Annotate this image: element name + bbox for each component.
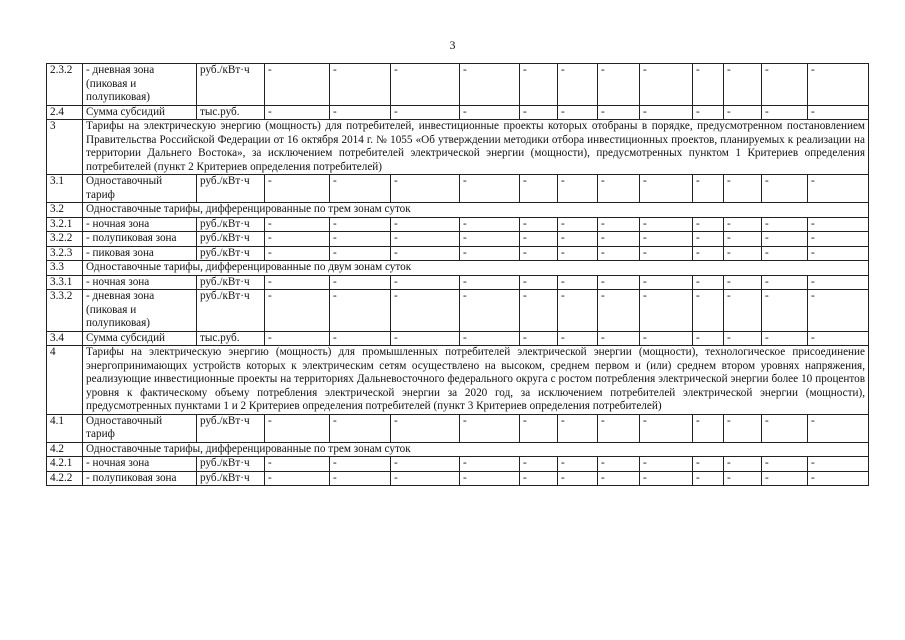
- value-cell: -: [724, 471, 762, 486]
- unit-cell: руб./кВт·ч: [197, 246, 265, 261]
- row-number: 2.3.2: [47, 64, 83, 106]
- value-cell: -: [265, 232, 330, 247]
- value-cell: -: [330, 175, 391, 203]
- value-cell: -: [808, 105, 869, 120]
- indicator-name: - пиковая зона: [83, 246, 197, 261]
- indicator-name: Одноставочный тариф: [83, 175, 197, 203]
- value-cell: -: [265, 175, 330, 203]
- value-cell: -: [391, 217, 460, 232]
- value-cell: -: [558, 246, 598, 261]
- table-row: [47, 290, 869, 332]
- value-cell: -: [598, 471, 640, 486]
- value-cell: -: [724, 275, 762, 290]
- indicator-name: - дневная зона (пиковая и полупиковая): [83, 64, 197, 106]
- value-cell: -: [808, 64, 869, 106]
- value-cell: -: [598, 232, 640, 247]
- value-cell: -: [391, 275, 460, 290]
- value-cell: -: [762, 471, 808, 486]
- value-cell: -: [693, 414, 724, 442]
- value-cell: -: [693, 471, 724, 486]
- value-cell: -: [330, 331, 391, 346]
- table-row: [47, 275, 869, 290]
- value-cell: -: [460, 471, 520, 486]
- row-number: 3.4: [47, 331, 83, 346]
- section-header-row: [47, 261, 869, 276]
- value-cell: -: [460, 64, 520, 106]
- value-cell: -: [460, 105, 520, 120]
- value-cell: -: [640, 64, 693, 106]
- value-cell: -: [460, 414, 520, 442]
- page-number: 3: [449, 38, 456, 52]
- value-cell: -: [520, 290, 558, 332]
- indicator-name: - дневная зона (пиковая и полупиковая): [83, 290, 197, 332]
- row-number: 3.2.2: [47, 232, 83, 247]
- value-cell: -: [640, 246, 693, 261]
- section-title: Одноставочные тарифы, дифференцированные по двум зонам суток: [83, 261, 869, 276]
- row-number: 3.3.2: [47, 290, 83, 332]
- value-cell: -: [808, 217, 869, 232]
- value-cell: -: [598, 105, 640, 120]
- value-cell: -: [558, 232, 598, 247]
- row-number: 2.4: [47, 105, 83, 120]
- unit-cell: руб./кВт·ч: [197, 64, 265, 106]
- value-cell: -: [265, 64, 330, 106]
- unit-cell: руб./кВт·ч: [197, 414, 265, 442]
- value-cell: -: [762, 64, 808, 106]
- value-cell: -: [693, 105, 724, 120]
- value-cell: -: [460, 290, 520, 332]
- value-cell: -: [808, 457, 869, 472]
- value-cell: -: [762, 105, 808, 120]
- table-row: [47, 331, 869, 346]
- unit-cell: руб./кВт·ч: [197, 275, 265, 290]
- value-cell: -: [391, 232, 460, 247]
- indicator-name: - ночная зона: [83, 275, 197, 290]
- value-cell: -: [558, 217, 598, 232]
- value-cell: -: [724, 290, 762, 332]
- value-cell: -: [520, 217, 558, 232]
- row-number: 4.2: [47, 442, 83, 457]
- row-number: 3.2.1: [47, 217, 83, 232]
- indicator-name: - полупиковая зона: [83, 471, 197, 486]
- section-title: Одноставочные тарифы, дифференцированные по трем зонам суток: [83, 203, 869, 218]
- value-cell: -: [598, 331, 640, 346]
- value-cell: -: [693, 275, 724, 290]
- value-cell: -: [520, 232, 558, 247]
- value-cell: -: [520, 105, 558, 120]
- row-number: 3.2: [47, 203, 83, 218]
- value-cell: -: [598, 457, 640, 472]
- value-cell: -: [265, 471, 330, 486]
- unit-cell: руб./кВт·ч: [197, 290, 265, 332]
- value-cell: -: [762, 331, 808, 346]
- value-cell: -: [520, 246, 558, 261]
- value-cell: -: [391, 471, 460, 486]
- value-cell: -: [460, 217, 520, 232]
- value-cell: -: [762, 217, 808, 232]
- row-number: 4.2.1: [47, 457, 83, 472]
- value-cell: -: [640, 290, 693, 332]
- unit-cell: руб./кВт·ч: [197, 217, 265, 232]
- value-cell: -: [640, 217, 693, 232]
- row-number: 4.1: [47, 414, 83, 442]
- value-cell: -: [724, 64, 762, 106]
- value-cell: -: [693, 290, 724, 332]
- unit-cell: руб./кВт·ч: [197, 471, 265, 486]
- table-row: [47, 457, 869, 472]
- value-cell: -: [330, 290, 391, 332]
- table-row: [47, 232, 869, 247]
- value-cell: -: [598, 64, 640, 106]
- indicator-name: Сумма субсидий: [83, 331, 197, 346]
- value-cell: -: [640, 331, 693, 346]
- value-cell: -: [520, 275, 558, 290]
- value-cell: -: [558, 290, 598, 332]
- value-cell: -: [460, 331, 520, 346]
- value-cell: -: [391, 290, 460, 332]
- value-cell: -: [330, 275, 391, 290]
- value-cell: -: [808, 471, 869, 486]
- value-cell: -: [520, 457, 558, 472]
- value-cell: -: [265, 290, 330, 332]
- table-row: [47, 105, 869, 120]
- value-cell: -: [558, 175, 598, 203]
- row-number: 3.3.1: [47, 275, 83, 290]
- indicator-name: Сумма субсидий: [83, 105, 197, 120]
- section-title: Тарифы на электрическую энергию (мощность) для потребителей, инвестиционные проекты которых отобраны в порядке, предусмотренном постановлением Правительства Российской Федерации от 16 октября 2014 г. № 1055 «Об утверждении методики отбора инвестиционных проектов, планируемых к реализации на территории Дальнего Востока», за исключением потребителей электрической энергии (мощности), предусмотренных пунктом 1 Критериев определения потребителей (пункт 2 Критериев определения потребителей): [83, 120, 869, 175]
- value-cell: -: [762, 290, 808, 332]
- value-cell: -: [640, 414, 693, 442]
- value-cell: -: [762, 275, 808, 290]
- value-cell: -: [558, 64, 598, 106]
- value-cell: -: [598, 246, 640, 261]
- table-row: [47, 217, 869, 232]
- value-cell: -: [391, 331, 460, 346]
- unit-cell: тыс.руб.: [197, 331, 265, 346]
- value-cell: -: [265, 217, 330, 232]
- value-cell: -: [640, 105, 693, 120]
- value-cell: -: [598, 275, 640, 290]
- value-cell: -: [724, 331, 762, 346]
- value-cell: -: [460, 275, 520, 290]
- value-cell: -: [520, 175, 558, 203]
- value-cell: -: [558, 275, 598, 290]
- value-cell: -: [724, 175, 762, 203]
- value-cell: -: [265, 105, 330, 120]
- value-cell: -: [724, 105, 762, 120]
- value-cell: -: [330, 217, 391, 232]
- value-cell: -: [598, 414, 640, 442]
- value-cell: -: [330, 105, 391, 120]
- value-cell: -: [724, 232, 762, 247]
- value-cell: -: [762, 414, 808, 442]
- value-cell: -: [693, 457, 724, 472]
- table-row: [47, 471, 869, 486]
- value-cell: -: [808, 275, 869, 290]
- value-cell: -: [391, 175, 460, 203]
- value-cell: -: [640, 471, 693, 486]
- value-cell: -: [558, 471, 598, 486]
- value-cell: -: [558, 457, 598, 472]
- value-cell: -: [558, 331, 598, 346]
- value-cell: -: [724, 457, 762, 472]
- value-cell: -: [265, 275, 330, 290]
- section-header-row: [47, 442, 869, 457]
- section-title: Тарифы на электрическую энергию (мощность) для промышленных потребителей электрической энергии (мощности), технологическое присоединение энергопринимающих устройств которых к электрическим сетям осуществлено на высоком, среднем первом и (или) среднем втором уровнях напряжения, реализующие инвестиционные проекты на территориях Дальневосточного федерального округа с ростом потребления электрической энергии более 10 процентов уровня к фактическому объему потребления электрической энергии за 2020 год, за исключением потребителей электрической энергии (мощности), предусмотренных пунктами 1 и 2 Критериев определения потребителей (пункт 3 Критериев определения потребителей): [83, 346, 869, 415]
- value-cell: -: [330, 64, 391, 106]
- section-title: Одноставочные тарифы, дифференцированные по трем зонам суток: [83, 442, 869, 457]
- row-number: 3.1: [47, 175, 83, 203]
- value-cell: -: [693, 217, 724, 232]
- indicator-name: - ночная зона: [83, 217, 197, 232]
- value-cell: -: [391, 64, 460, 106]
- value-cell: -: [598, 290, 640, 332]
- section-header-row: [47, 346, 869, 415]
- row-number: 4: [47, 346, 83, 415]
- value-cell: -: [520, 471, 558, 486]
- value-cell: -: [391, 105, 460, 120]
- value-cell: -: [391, 414, 460, 442]
- table-row: [47, 414, 869, 442]
- value-cell: -: [520, 331, 558, 346]
- value-cell: -: [724, 246, 762, 261]
- value-cell: -: [391, 246, 460, 261]
- value-cell: -: [330, 457, 391, 472]
- value-cell: -: [330, 414, 391, 442]
- value-cell: -: [330, 232, 391, 247]
- value-cell: -: [640, 232, 693, 247]
- value-cell: -: [693, 64, 724, 106]
- value-cell: -: [460, 232, 520, 247]
- value-cell: -: [460, 246, 520, 261]
- value-cell: -: [460, 175, 520, 203]
- unit-cell: тыс.руб.: [197, 105, 265, 120]
- value-cell: -: [330, 246, 391, 261]
- value-cell: -: [265, 331, 330, 346]
- row-number: 3.3: [47, 261, 83, 276]
- table-row: [47, 246, 869, 261]
- value-cell: -: [640, 175, 693, 203]
- section-header-row: [47, 120, 869, 175]
- value-cell: -: [693, 246, 724, 261]
- value-cell: -: [693, 175, 724, 203]
- value-cell: -: [598, 217, 640, 232]
- value-cell: -: [724, 217, 762, 232]
- value-cell: -: [693, 331, 724, 346]
- row-number: 3: [47, 120, 83, 175]
- indicator-name: - ночная зона: [83, 457, 197, 472]
- indicator-name: Одноставочный тариф: [83, 414, 197, 442]
- value-cell: -: [808, 414, 869, 442]
- value-cell: -: [808, 175, 869, 203]
- value-cell: -: [558, 105, 598, 120]
- unit-cell: руб./кВт·ч: [197, 457, 265, 472]
- row-number: 4.2.2: [47, 471, 83, 486]
- value-cell: -: [762, 457, 808, 472]
- table-row: [47, 175, 869, 203]
- value-cell: -: [391, 457, 460, 472]
- value-cell: -: [762, 246, 808, 261]
- value-cell: -: [460, 457, 520, 472]
- value-cell: -: [558, 414, 598, 442]
- value-cell: -: [265, 414, 330, 442]
- value-cell: -: [265, 457, 330, 472]
- value-cell: -: [808, 246, 869, 261]
- value-cell: -: [724, 414, 762, 442]
- tariff-table: [46, 63, 869, 486]
- value-cell: -: [762, 175, 808, 203]
- unit-cell: руб./кВт·ч: [197, 232, 265, 247]
- value-cell: -: [762, 232, 808, 247]
- value-cell: -: [808, 331, 869, 346]
- unit-cell: руб./кВт·ч: [197, 175, 265, 203]
- value-cell: -: [598, 175, 640, 203]
- value-cell: -: [520, 64, 558, 106]
- value-cell: -: [808, 232, 869, 247]
- value-cell: -: [640, 457, 693, 472]
- value-cell: -: [693, 232, 724, 247]
- value-cell: -: [808, 290, 869, 332]
- row-number: 3.2.3: [47, 246, 83, 261]
- indicator-name: - полупиковая зона: [83, 232, 197, 247]
- value-cell: -: [520, 414, 558, 442]
- table-body: [47, 64, 869, 486]
- value-cell: -: [265, 246, 330, 261]
- value-cell: -: [640, 275, 693, 290]
- value-cell: -: [330, 471, 391, 486]
- section-header-row: [47, 203, 869, 218]
- table-row: [47, 64, 869, 106]
